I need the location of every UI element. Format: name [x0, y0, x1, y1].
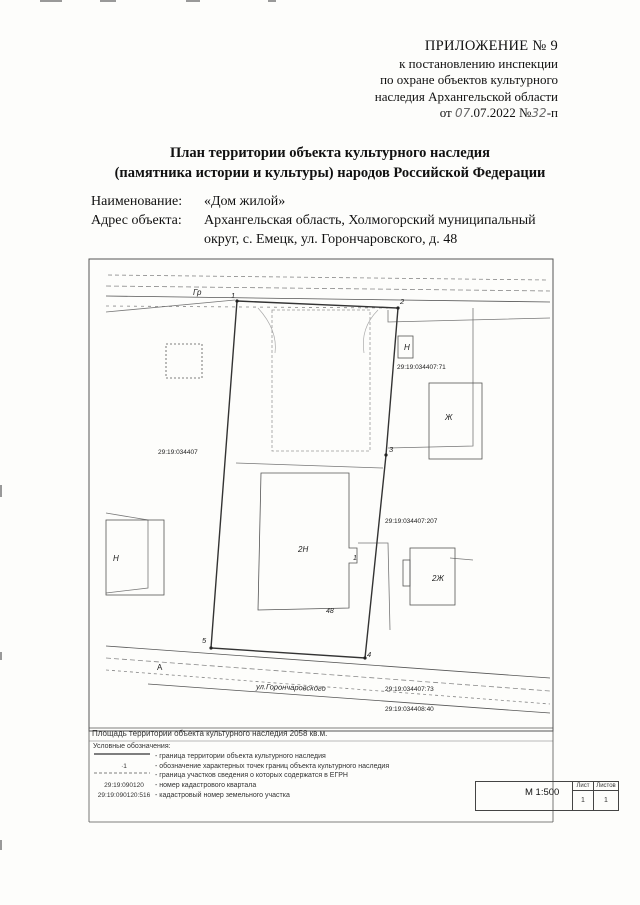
- point-label: 1: [231, 291, 236, 300]
- road-top-label: Гр: [193, 288, 202, 297]
- scan-mark-left: [0, 652, 2, 660]
- scan-mark-left: [0, 840, 2, 850]
- scan-mark-top: [186, 0, 200, 2]
- driveway-curves: [258, 308, 378, 353]
- legend-text: - кадастровый номер земельного участка: [155, 791, 290, 799]
- boundary-point: [384, 453, 387, 456]
- date-rest: .07.2022 №: [470, 105, 532, 120]
- road-bottom-label: А: [157, 663, 163, 672]
- scan-mark-top: [40, 0, 62, 2]
- point-label: 3: [389, 445, 394, 454]
- cad-quarter: 29:19:034407: [158, 449, 198, 456]
- name-value: «Дом жилой»: [204, 194, 286, 209]
- legend-text: - номер кадастрового квартала: [155, 782, 257, 790]
- building-shed: [272, 310, 370, 451]
- legend-code: 29:19:090120:516: [97, 791, 151, 799]
- address-line: Архангельская область, Холмогорский муниципальный: [204, 213, 536, 228]
- header-line: наследия Архангельской области: [374, 88, 558, 104]
- appendix-number: ПРИЛОЖЕНИЕ № 9: [424, 38, 558, 54]
- adjacent-parcels: [106, 300, 550, 630]
- scan-mark-top: [100, 0, 116, 2]
- street-label: ул.Горончаровского: [255, 682, 326, 693]
- parcel-number: 29:19:034407:207: [385, 518, 438, 525]
- legend-text: - граница территории объекта культурного наследия: [155, 753, 326, 761]
- legend-text: - обозначение характерных точек границ объекта культурного наследия: [155, 762, 390, 770]
- point-label: 4: [367, 650, 372, 659]
- title-line: (памятника истории и культуры) народов Российской Федерации: [114, 165, 546, 181]
- building-2n: [258, 473, 357, 610]
- sheet-label: Лист: [573, 782, 594, 791]
- buildings: [106, 310, 482, 610]
- number-handwritten: 32: [531, 106, 547, 120]
- legend-title: Условные обозначения:: [93, 743, 171, 750]
- document-title: [60, 143, 600, 183]
- legend-code: 29:19:090120: [104, 782, 144, 790]
- map-frame: [89, 259, 553, 731]
- address-label: Адрес объекта:: [91, 213, 182, 228]
- sheet-number: 1: [573, 790, 594, 810]
- building-2zh-annex: [403, 560, 410, 586]
- sheets-label: Листов: [594, 782, 619, 791]
- header-line: по охране объектов культурного: [380, 72, 558, 87]
- area-note: Площадь территории объекта культурного наследия 2058 кв.м.: [92, 729, 328, 738]
- scan-mark-left: [0, 485, 2, 497]
- legend-text: - граница участков сведения о которых содержатся в ЕГРН: [155, 772, 348, 780]
- building-label: Н: [113, 554, 119, 563]
- building-label: 2Ж: [432, 574, 444, 583]
- parcel-number: 29:19:034407:73: [385, 686, 434, 693]
- name-label: Наименование:: [91, 194, 183, 209]
- sheets-count: 1: [594, 790, 619, 810]
- date-day-handwritten: 07: [454, 106, 471, 120]
- building-label: 2Н: [298, 545, 309, 554]
- legend-code: ·1: [121, 762, 127, 770]
- point-label: 5: [202, 636, 207, 645]
- building-zh: [429, 383, 482, 459]
- boundary-point: [235, 299, 238, 302]
- scan-mark-top: [268, 0, 276, 2]
- header-date-line: [308, 105, 558, 122]
- address-line: округ, с. Емецк, ул. Горончаровского, д. 48: [204, 232, 458, 247]
- house-number: 48: [326, 608, 334, 615]
- point-label: 2: [400, 297, 405, 306]
- building-label: Ж: [445, 413, 453, 422]
- header-line: к постановлению инспекции: [399, 55, 558, 71]
- number-suffix: -п: [546, 105, 558, 120]
- road-top: [106, 275, 550, 308]
- appendix-header: [308, 38, 558, 122]
- parcel-number: 29:19:034407:71: [397, 364, 446, 371]
- map-scale: М 1:500: [525, 787, 560, 798]
- date-prefix: от: [439, 105, 452, 120]
- boundary-point: [209, 646, 212, 649]
- cadastral-map: [88, 258, 554, 732]
- building-outbuilding: [166, 344, 202, 378]
- entrance-mark: 1: [353, 555, 357, 562]
- object-info: [91, 192, 574, 249]
- boundary-point: [396, 306, 399, 309]
- building-label: Н: [404, 343, 410, 352]
- title-line: План территории объекта культурного наследия: [169, 145, 490, 161]
- parcel-number: 29:19:034408:40: [385, 706, 434, 713]
